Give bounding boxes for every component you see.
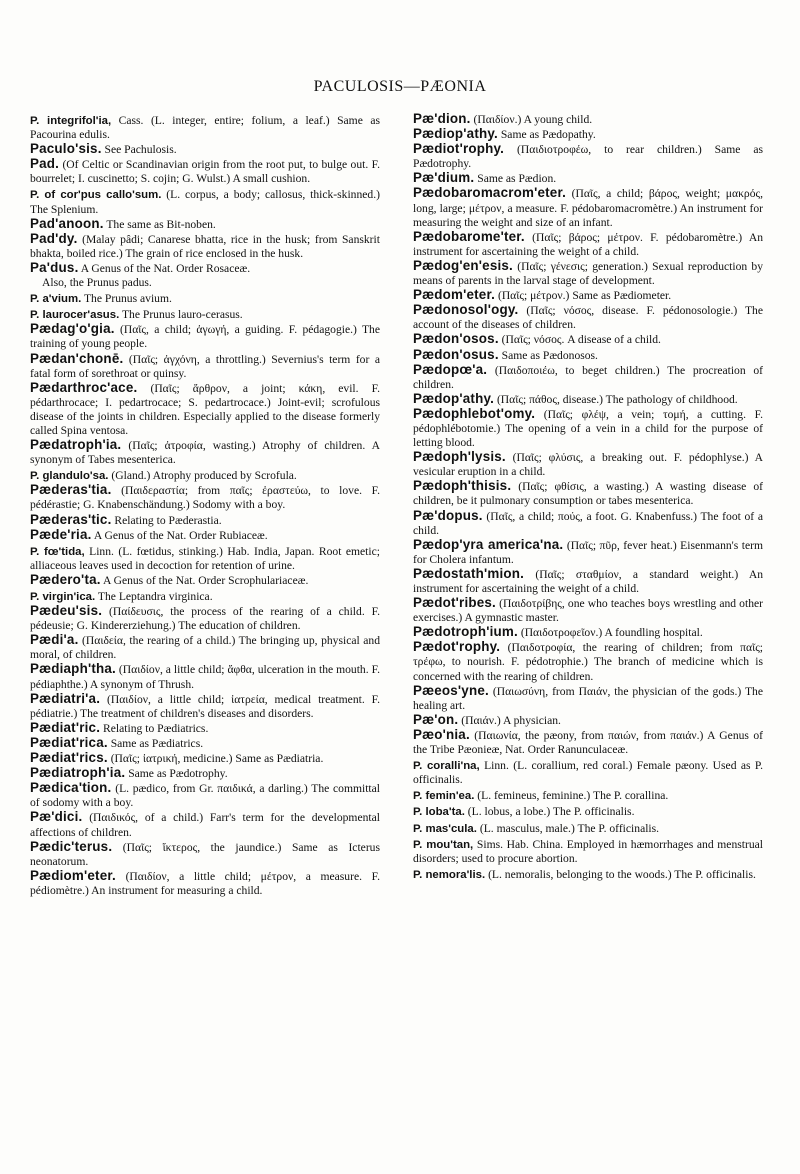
entry-definition: (Παῖς; πάθος, disease.) The pathology of childhood. bbox=[496, 392, 738, 406]
dictionary-entry bbox=[413, 640, 763, 683]
entry-headword: P. fœ'tida, bbox=[30, 545, 85, 558]
entry-headword: Pædobaromacrom'eter. bbox=[413, 185, 567, 201]
entry-headword: Pædatroph'ia. bbox=[30, 437, 122, 453]
entry-headword: Pædiaph'tha. bbox=[30, 661, 116, 677]
dictionary-entry bbox=[30, 114, 380, 142]
entry-definition: (Παιδίον, a little child; ἰατρεία, medical treatment. F. pédiatrie.) The treatment of children's diseases and disorders. bbox=[30, 692, 380, 720]
dictionary-entry bbox=[30, 157, 380, 186]
entry-definition: (Παῖς; νόσος. A disease of a child. bbox=[501, 333, 661, 347]
dictionary-entry bbox=[413, 728, 763, 757]
entry-definition: The Prunus avium. bbox=[83, 292, 172, 306]
entry-definition: (Παῖς; ἴκτερος, the jaundice.) Same as Icterus neonatorum. bbox=[30, 840, 380, 868]
entry-definition: (Παιδοτρίβης, one who teaches boys wrestling and other exercises.) A gymnastic master. bbox=[413, 597, 764, 625]
dictionary-entry bbox=[30, 590, 380, 604]
entry-headword: Pædiot'rophy. bbox=[413, 141, 505, 157]
entry-definition: Relating to Pædiatrics. bbox=[103, 721, 209, 735]
entry-definition: (Παῖς; μέτρον.) Same as Pædiometer. bbox=[497, 289, 672, 303]
entry-headword: Pædop'yra america'na. bbox=[413, 536, 564, 552]
entry-definition: (Παῖς; φλέψ, a vein; τομή, a cutting. F. pédophlébotomie.) The opening of a vein in a child for the purpose of letting blood. bbox=[413, 407, 763, 450]
dictionary-entry bbox=[413, 479, 763, 508]
entry-headword: Pæderas'tic. bbox=[30, 511, 112, 527]
entry-definition: (Παῖς; ἀτροφία, wasting.) Atrophy of children. A synonym of Tabes mesenterica. bbox=[30, 439, 380, 467]
entry-definition: Relating to Pæderastia. bbox=[114, 513, 222, 527]
entry-headword: P. nemora'lis. bbox=[413, 868, 486, 881]
entry-definition: (Παιδίον, a little child; ἄφθα, ulceration in the mouth. F. pédiaphthe.) A synonym of Thrush. bbox=[30, 663, 380, 691]
entry-definition: See Pachulosis. bbox=[104, 143, 177, 157]
dictionary-entry bbox=[413, 186, 763, 229]
entry-headword: Pædoph'lysis. bbox=[413, 449, 506, 465]
entry-definition: (Παῖς; γένεσις; generation.) Sexual reproduction by means of parents in the larval stage of development. bbox=[413, 259, 763, 288]
dictionary-entry bbox=[413, 142, 763, 171]
dictionary-entry bbox=[30, 513, 380, 528]
entry-headword: Pædero'ta. bbox=[30, 571, 101, 587]
dictionary-entry bbox=[30, 721, 380, 736]
running-head: PACULOSIS—PÆONIA bbox=[313, 78, 487, 95]
dictionary-entry bbox=[30, 261, 380, 276]
dictionary-entry bbox=[413, 759, 763, 787]
entry-definition: (L. masculus, male.) The P. officinalis. bbox=[479, 821, 660, 835]
entry-definition: Same as Pædopathy. bbox=[500, 128, 596, 142]
entry-definition: Also, the Prunus padus. bbox=[42, 276, 152, 290]
entry-definition: A Genus of the Nat. Order Rosaceæ. bbox=[80, 261, 251, 275]
dictionary-entry bbox=[413, 112, 763, 127]
dictionary-entry bbox=[30, 381, 380, 438]
dictionary-entry bbox=[413, 230, 763, 259]
dictionary-entry bbox=[413, 822, 763, 836]
entry-definition: (Παιωσύνη, from Παιάν, the physician of the gods.) The healing art. bbox=[413, 684, 763, 712]
entry-headword: Pædon'osus. bbox=[413, 346, 499, 362]
left-column bbox=[30, 112, 380, 898]
dictionary-entry bbox=[30, 662, 380, 691]
entry-definition: Same as Pædonosos. bbox=[501, 348, 598, 362]
entry-headword: Pædon'osos. bbox=[413, 331, 499, 347]
entry-definition: A Genus of the Nat. Order Scrophulariaceæ. bbox=[102, 573, 309, 587]
entry-headword: P. loba'ta. bbox=[413, 806, 465, 819]
right-column bbox=[413, 112, 763, 882]
entry-definition: (Malay pâdi; Canarese bhatta, rice in the husk; from Sanskrit bhakta, boiled rice.) The grain of rice enclosed in the husk. bbox=[30, 232, 380, 260]
dictionary-entry bbox=[30, 692, 380, 721]
dictionary-entry bbox=[413, 805, 763, 819]
entry-headword: Pad'anoon. bbox=[30, 215, 104, 231]
entry-definition: (Παιδίον.) A young child. bbox=[473, 113, 593, 126]
entry-definition: A Genus of the Nat. Order Rubiaceæ. bbox=[93, 528, 268, 542]
entry-headword: Pædog'en'esis. bbox=[413, 257, 513, 273]
entry-headword: Pædop'athy. bbox=[413, 390, 495, 406]
entry-definition: (Of Celtic or Scandinavian origin from the root put, to bulge out. F. bourrelet; I. cuscinetto; S. cojin; G. Wulst.) A small cushion. bbox=[30, 158, 380, 186]
entry-headword: Pædostath'mion. bbox=[413, 565, 525, 581]
entry-definition: Same as Pædiatrics. bbox=[110, 736, 204, 750]
entry-definition: (Παιδίον, a little child; μέτρον, a measure. F. pédiomètre.) An instrument for measuring a child. bbox=[30, 869, 380, 897]
entry-headword: P. mas'cula. bbox=[413, 822, 477, 835]
entry-headword: Pædoph'thisis. bbox=[413, 478, 512, 494]
entry-headword: Pædiatri'a. bbox=[30, 690, 101, 706]
dictionary-entry bbox=[413, 363, 763, 392]
dictionary-entry bbox=[30, 751, 380, 766]
entry-definition: (Παιδεία, the rearing of a child.) The bringing up, physical and moral, of children. bbox=[30, 634, 380, 662]
entry-headword: P. of cor'pus callo'sum. bbox=[30, 189, 162, 202]
entry-headword: Pad'dy. bbox=[30, 230, 78, 246]
entry-headword: Pæo'nia. bbox=[413, 726, 470, 742]
entry-definition: (L. lobus, a lobe.) The P. officinalis. bbox=[467, 805, 635, 819]
entry-headword: Pædica'tion. bbox=[30, 780, 112, 796]
dictionary-entry bbox=[30, 217, 380, 232]
entry-definition: (Gland.) Atrophy produced by Scrofula. bbox=[111, 469, 297, 483]
entry-definition: The Prunus lauro-cerasus. bbox=[121, 308, 243, 322]
entry-definition: (Παῖς; φθίσις, a wasting.) A wasting disease of children, be it pulmonary consumption or tabes mesenterica. bbox=[413, 480, 763, 508]
entry-headword: Pædiat'ric. bbox=[30, 719, 101, 735]
entry-definition: (L. femineus, feminine.) The P. corallina. bbox=[477, 789, 669, 803]
entry-headword: Pædiat'rics. bbox=[30, 750, 108, 766]
entry-definition: (Παῖς; φλύσις, a breaking out. F. pédophlyse.) A vesicular eruption in a child. bbox=[413, 451, 763, 479]
dictionary-entry bbox=[30, 276, 380, 290]
dictionary-entry bbox=[30, 810, 380, 839]
entry-headword: Pædonosol'ogy. bbox=[413, 302, 519, 318]
entry-definition: (Παιάν.) A physician. bbox=[461, 713, 561, 727]
dictionary-entry bbox=[413, 450, 763, 479]
dictionary-entry bbox=[30, 573, 380, 588]
dictionary-entry bbox=[30, 483, 380, 512]
entry-headword: Pædophlebot'omy. bbox=[413, 405, 536, 421]
entry-definition: (Παῖς, a child; βάρος, weight; μακρός, long, large; μέτρον, a measure. F. pédobaromacromètre.) An instrument for measuring the weight and size of an infant. bbox=[413, 187, 763, 229]
entry-headword: Pædot'ribes. bbox=[413, 595, 496, 611]
entry-headword: Pædiom'eter. bbox=[30, 867, 116, 883]
dictionary-entry bbox=[413, 303, 763, 332]
dictionary-entry bbox=[413, 625, 763, 640]
entry-definition: (Παιδιοτροφέω, to rear children.) Same as Pædotrophy. bbox=[413, 143, 763, 171]
dictionary-entry bbox=[413, 868, 763, 882]
entry-headword: Pædag'o'gia. bbox=[30, 321, 115, 337]
dictionary-entry bbox=[413, 789, 763, 803]
entry-definition: (Παῖς; ἄρθρον, a joint; κάκη, evil. F. pédarthrocace; I. pedartrocace; S. pedartrocace.) Joint-evil; scrofulous disease of the joints in children. Especially applied to the disease formerly called Spina ventosa. bbox=[30, 381, 380, 437]
dictionary-entry bbox=[413, 127, 763, 142]
entry-definition: (Παῖς; βάρος; μέτρον. F. pédobaromètre.) An instrument for ascertaining the weight of a child. bbox=[413, 230, 763, 258]
entry-definition: Cass. (L. integer, entire; folium, a leaf.) Same as Pacourina edulis. bbox=[30, 114, 380, 142]
entry-headword: Pædic'terus. bbox=[30, 838, 113, 854]
entry-headword: P. laurocer'asus. bbox=[30, 309, 120, 322]
entry-definition: (Παῖς; ἀγχόνη, a throttling.) Severnius's term for a fatal form of sorethroat or quinsy. bbox=[30, 352, 380, 380]
entry-definition: (Παιωνία, the pæony, from παιών, from παιάν.) A Genus of the Tribe Pæonieæ, Nat. Order Ranunculaceæ. bbox=[413, 728, 763, 757]
dictionary-entry bbox=[30, 469, 380, 483]
dictionary-entry bbox=[413, 392, 763, 407]
dictionary-entry bbox=[30, 308, 380, 322]
entry-headword: Pædom'eter. bbox=[413, 287, 496, 303]
entry-headword: P. coralli'na, bbox=[413, 760, 480, 773]
entry-definition: Same as Pædotrophy. bbox=[128, 767, 228, 781]
entry-definition: (L. pædico, from Gr. παιδικά, a darling.) The committal of sodomy with a boy. bbox=[30, 782, 381, 810]
entry-headword: P. integrifol'ia, bbox=[30, 115, 112, 127]
entry-headword: P. glandulo'sa. bbox=[30, 470, 109, 483]
dictionary-entry bbox=[30, 352, 380, 381]
entry-headword: Pæ'dion. bbox=[413, 111, 471, 126]
entry-definition: (Παῖς; ἰατρική, medicine.) Same as Pædiatria. bbox=[110, 752, 324, 766]
entry-headword: P. femin'ea. bbox=[413, 790, 475, 803]
dictionary-entry bbox=[413, 567, 763, 596]
dictionary-entry bbox=[413, 596, 763, 625]
dictionary-entry bbox=[30, 232, 380, 261]
dictionary-entry bbox=[413, 838, 763, 866]
dictionary-entry bbox=[30, 781, 380, 810]
dictionary-entry bbox=[413, 259, 763, 288]
dictionary-entry bbox=[30, 438, 380, 467]
entry-definition: (Παιδικός, of a child.) Farr's term for the developmental affections of children. bbox=[30, 811, 380, 839]
entry-headword: P. virgin'ica. bbox=[30, 591, 96, 603]
entry-definition: (Παιδοποιέω, to beget children.) The procreation of children. bbox=[413, 363, 763, 391]
entry-headword: Pæde'ria. bbox=[30, 526, 92, 542]
dictionary-entry bbox=[30, 528, 380, 543]
entry-definition: The Leptandra virginica. bbox=[97, 590, 213, 603]
entry-headword: Pædobarome'ter. bbox=[413, 228, 525, 244]
dictionary-entry bbox=[413, 332, 763, 347]
entry-headword: Pædan'chonē. bbox=[30, 350, 124, 366]
entry-headword: Pædiatroph'ia. bbox=[30, 765, 126, 781]
entry-definition: (Παιδοτροφία, the rearing of children; from παῖς; τρέφω, to nourish. F. pédotrophie.) The branch of medicine which is concerned with the rearing of children. bbox=[413, 641, 764, 683]
entry-definition: (Παῖς, a child; ἀγωγή, a guiding. F. pédagogie.) The training of young people. bbox=[30, 323, 381, 351]
entry-headword: Pa'dus. bbox=[30, 259, 79, 275]
entry-headword: Pæ'on. bbox=[413, 711, 459, 727]
dictionary-entry bbox=[30, 188, 380, 216]
dictionary-entry bbox=[30, 142, 380, 157]
entry-headword: Paculo'sis. bbox=[30, 141, 102, 157]
dictionary-entry bbox=[30, 604, 380, 633]
entry-definition: (Παιδεραστία; from παῖς; ἐραστεύω, to love. F. pédérastie; G. Knabenschändung.) Sodomy with a boy. bbox=[30, 484, 380, 512]
dictionary-entry bbox=[413, 171, 763, 186]
entry-headword: Pædotroph'ium. bbox=[413, 624, 518, 640]
entry-headword: Pædarthroc'ace. bbox=[30, 379, 138, 395]
dictionary-entry bbox=[30, 292, 380, 306]
dictionary-entry bbox=[30, 736, 380, 751]
entry-headword: Pæderas'tia. bbox=[30, 482, 112, 498]
dictionary-entry bbox=[413, 288, 763, 303]
entry-definition: (Παιδοτροφεῖον.) A foundling hospital. bbox=[520, 626, 703, 640]
dictionary-entry bbox=[413, 684, 763, 713]
dictionary-entry bbox=[413, 713, 763, 728]
dictionary-entry bbox=[413, 538, 763, 567]
entry-definition: (Παῖς, a child; πούς, a foot. G. Knabenfuss.) The foot of a child. bbox=[413, 509, 763, 537]
entry-headword: Pædiat'rica. bbox=[30, 734, 108, 750]
entry-headword: Pædeu'sis. bbox=[30, 603, 103, 619]
entry-definition: (Παῖς; νόσος, disease. F. pédonosologie.) The account of the diseases of children. bbox=[413, 304, 763, 332]
dictionary-entry bbox=[30, 840, 380, 869]
entry-headword: Pæ'dopus. bbox=[413, 507, 483, 523]
entry-headword: P. mou'tan, bbox=[413, 838, 474, 851]
dictionary-entry bbox=[30, 766, 380, 781]
dictionary-entry bbox=[30, 869, 380, 898]
dictionary-entry bbox=[413, 348, 763, 363]
entry-headword: Pad. bbox=[30, 156, 60, 172]
dictionary-entry bbox=[30, 545, 380, 573]
entry-headword: Pædot'rophy. bbox=[413, 639, 501, 655]
entry-definition: The same as Bit-noben. bbox=[106, 217, 216, 231]
entry-definition: (L. corpus, a body; callosus, thick-skinned.) The Splenium. bbox=[30, 188, 380, 216]
dictionary-entry bbox=[413, 407, 763, 450]
dictionary-entry bbox=[413, 509, 763, 538]
entry-headword: Pæeos'yne. bbox=[413, 682, 489, 698]
entry-definition: (Παῖς; σταθμίον, a standard weight.) An instrument for ascertaining the weight of a child. bbox=[413, 567, 763, 595]
entry-definition: Same as Pædion. bbox=[477, 172, 557, 186]
entry-headword: Pædi'a. bbox=[30, 632, 79, 648]
entry-definition: (L. nemoralis, belonging to the woods.) The P. officinalis. bbox=[488, 867, 756, 881]
entry-headword: Pæ'dium. bbox=[413, 170, 475, 186]
entry-headword: P. a'vium. bbox=[30, 293, 82, 306]
entry-definition: (Παῖς; πῦρ, fever heat.) Eisenmann's term for Cholera infantum. bbox=[413, 538, 764, 566]
entry-definition: Linn. (L. fœtidus, stinking.) Hab. India, Japan. Root emetic; alliaceous leaves used in decoction for retention of urine. bbox=[30, 544, 380, 572]
entry-headword: Pædiop'athy. bbox=[413, 126, 498, 142]
entry-headword: Pædopœ'a. bbox=[413, 361, 488, 377]
dictionary-entry bbox=[30, 633, 380, 662]
entry-definition: (Παίδευσις, the process of the rearing of a child. F. pédeusie; G. Kindererziehung.) The education of children. bbox=[30, 605, 380, 633]
entry-headword: Pæ'dici. bbox=[30, 809, 83, 825]
entry-definition: Sims. Hab. China. Employed in hæmorrhages and menstrual disorders; used to procure abortion. bbox=[413, 837, 764, 865]
dictionary-entry bbox=[30, 322, 380, 351]
entry-definition: Linn. (L. corallium, red coral.) Female pæony. Used as P. officinalis. bbox=[413, 759, 763, 787]
